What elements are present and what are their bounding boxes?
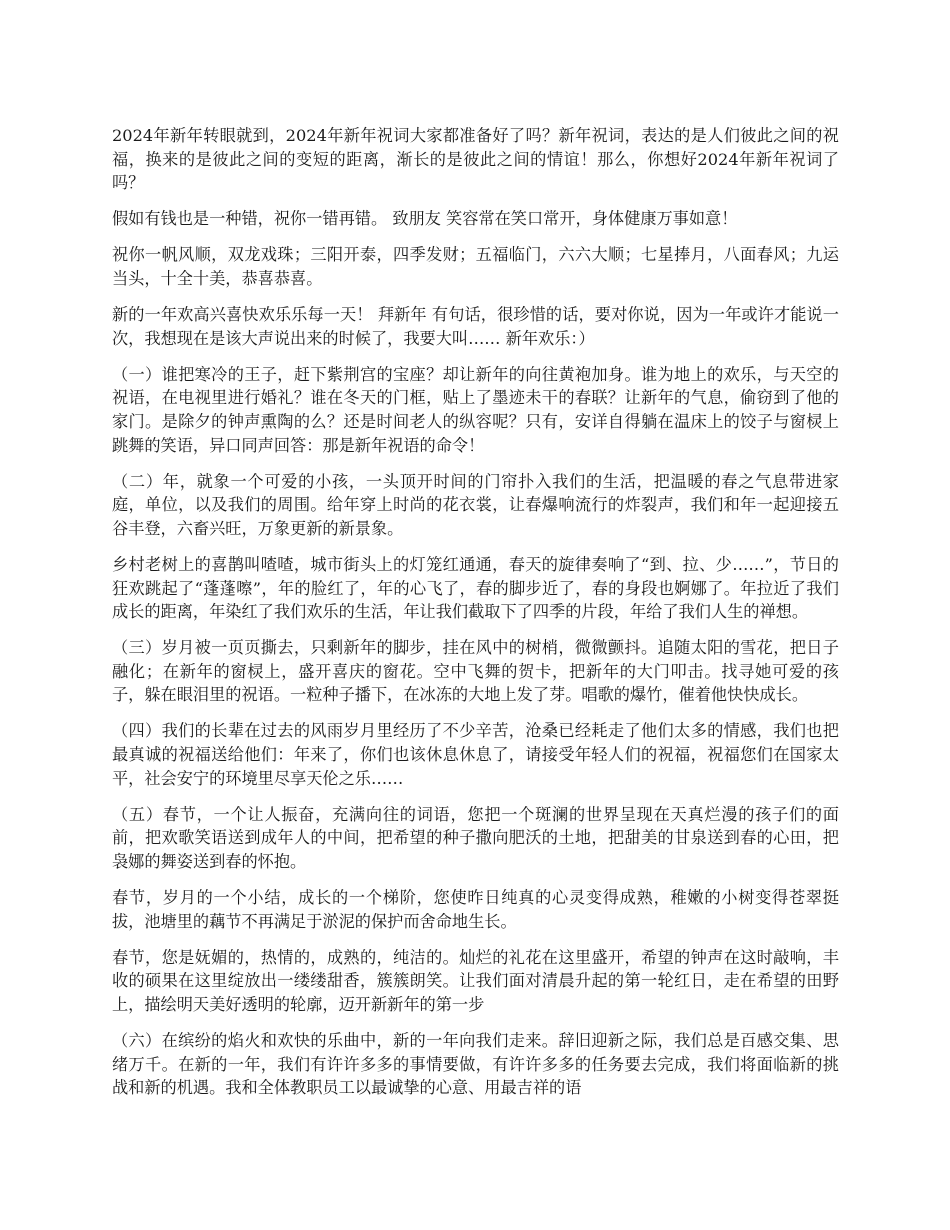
section-one-paragraph: （一）谁把寒冷的王子，赶下紫荆宫的宝座？却让新年的向往黄袍加身。谁为地上的欢乐，与天空的祝语，在电视里进行婚礼？谁在冬天的门框，贴上了墨迹未干的春联？让新年的气息，偷窃到了他的家门。是除夕的钟声熏陶的么？还是时间老人的纵容呢？只有，安详自得躺在温床上的饺子与窗棂上跳舞的笑语，异口同声回答：那是新年祝语的命令！ xyxy=(112,364,839,455)
document-body xyxy=(112,124,839,1112)
wish-paragraph: 新的一年欢高兴喜快欢乐乐每一天！ 拜新年 有句话，很珍惜的话，要对你说，因为一年或许才能说一次，我想现在是该大声说出来的时候了，我要大叫…… 新年欢乐：） xyxy=(112,305,839,348)
body-paragraph: 乡村老树上的喜鹊叫喳喳，城市街头上的灯笼红通通，春天的旋律奏响了“到、拉、少……”，节日的狂欢跳起了“蓬蓬嚓”，年的脸红了，年的心飞了，春的脚步近了，春的身段也婀娜了。年拉近了我们成长的距离，年染红了我们欢乐的生活，年让我们截取下了四季的片段，年给了我们人生的禅想。 xyxy=(112,554,839,622)
body-paragraph: 春节，您是妩媚的，热情的，成熟的，纯洁的。灿烂的礼花在这里盛开，希望的钟声在这时敲响，丰收的硕果在这里绽放出一缕缕甜香，簇簇朗笑。让我们面对清晨升起的第一轮红日，走在希望的田野上，描绘明天美好透明的轮廓，迈开新新年的第一步 xyxy=(112,947,839,1014)
wish-paragraph: 祝你一帆风顺，双龙戏珠；三阳开泰，四季发财；五福临门，六六大顺；七星捧月，八面春风；九运当头，十全十美，恭喜恭喜。 xyxy=(112,245,839,288)
section-two-paragraph: （二）年，就象一个可爱的小孩，一头顶开时间的门帘扑入我们的生活，把温暖的春之气息带进家庭，单位，以及我们的周围。给年穿上时尚的花衣裳，让春爆响流行的炸裂声，我们和年一起迎接五谷丰登，六畜兴旺，万象更新的新景象。 xyxy=(112,471,839,538)
section-five-paragraph: （五）春节，一个让人振奋，充满向往的词语，您把一个斑澜的世界呈现在天真烂漫的孩子们的面前，把欢歌笑语送到成年人的中间，把希望的种子撒向肥沃的土地，把甜美的甘泉送到春的心田，把袅娜的舞姿送到春的怀抱。 xyxy=(112,804,839,871)
section-four-paragraph: （四）我们的长辈在过去的风雨岁月里经历了不少辛苦，沧桑已经耗走了他们太多的情感，我们也把最真诚的祝福送给他们：年来了，你们也该休息休息了，请接受年轻人们的祝福，祝福您们在国家太平，社会安宁的环境里尽享天伦之乐…… xyxy=(112,721,839,788)
intro-paragraph: 2024年新年转眼就到，2024年新年祝词大家都准备好了吗？新年祝词，表达的是人们彼此之间的祝福，换来的是彼此之间的变短的距离，渐长的是彼此之间的情谊！那么，你想好2024年新年祝词了吗？ xyxy=(112,126,839,193)
section-six-paragraph: （六）在缤纷的焰火和欢快的乐曲中，新的一年向我们走来。辞旧迎新之际，我们总是百感交集、思绪万千。在新的一年，我们有许许多多的事情要做，有许许多多的任务要去完成，我们将面临新的挑战和新的机遇。我和全体教职员工以最诚挚的心意、用最吉祥的语 xyxy=(112,1031,839,1098)
section-three-paragraph: （三）岁月被一页页撕去，只剩新年的脚步，挂在风中的树梢，微微颤抖。追随太阳的雪花，把日子融化；在新年的窗棂上，盛开喜庆的窗花。空中飞舞的贺卡，把新年的大门叩击。找寻她可爱的孩子，躲在眼泪里的祝语。一粒种子播下，在冰冻的大地上发了芽。唱歌的爆竹，催着他快快成长。 xyxy=(112,638,839,705)
body-paragraph: 春节，岁月的一个小结，成长的一个梯阶，您使昨日纯真的心灵变得成熟，稚嫩的小树变得苍翠挺拔，池塘里的藕节不再满足于淤泥的保护而舍命地生长。 xyxy=(112,888,839,931)
wish-paragraph: 假如有钱也是一种错，祝你一错再错。 致朋友 笑容常在笑口常开，身体健康万事如意！ xyxy=(112,209,738,229)
